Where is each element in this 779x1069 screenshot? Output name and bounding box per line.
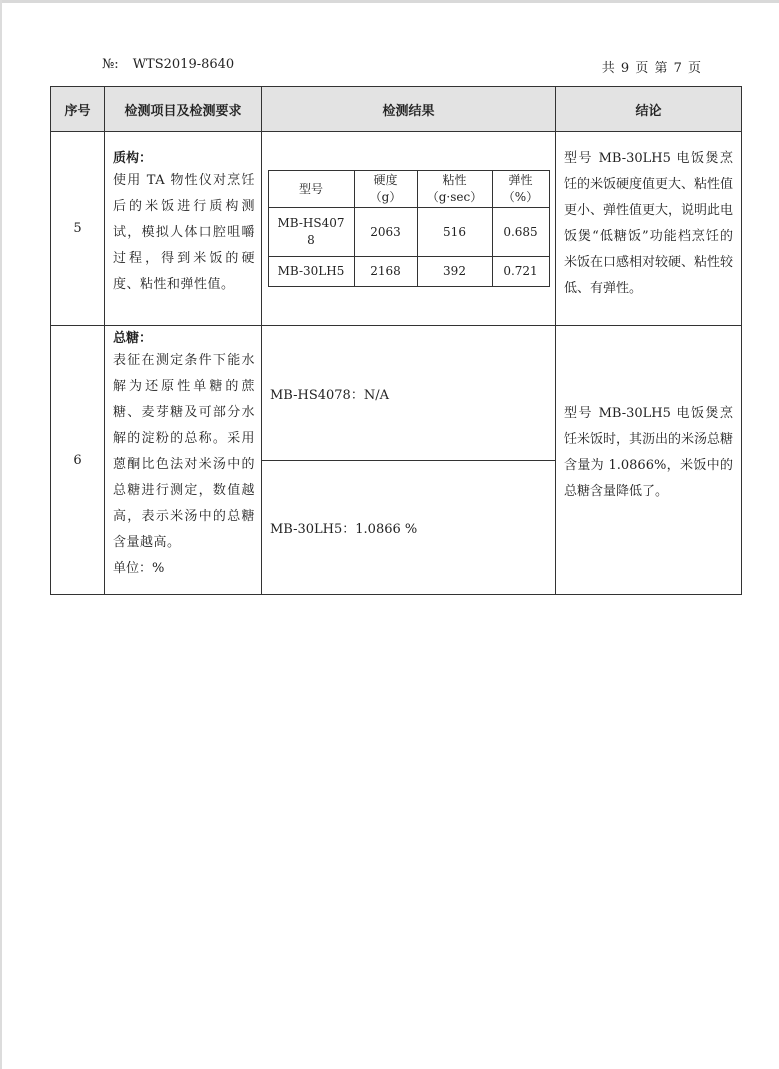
inner-row [268,208,549,257]
page-edge [0,0,779,3]
header-result: 检测结果 [262,87,556,132]
inner-header-viscosity [417,171,492,208]
test-results-table [50,86,742,595]
hardness-value: 2168 [354,257,417,287]
elasticity-unit: （%） [502,190,539,204]
hardness-value: 2063 [354,208,417,257]
viscosity-value: 392 [417,257,492,287]
page-info: 共 9 页 第 7 页 [601,61,701,76]
inner-header-hardness [354,171,417,208]
elasticity-value: 0.685 [492,208,549,257]
test-item [105,326,262,595]
test-result-b: MB-30LH5：1.0866 % [262,461,556,595]
page-edge-left [0,0,2,1069]
inner-header-model: 型号 [268,171,354,208]
row-number: 5 [51,132,105,326]
model-cell [268,208,354,257]
model-line-2: 8 [307,233,315,247]
inner-header-row [268,171,549,208]
header-no: 序号 [51,87,105,132]
test-item-title: 总糖： [113,331,153,346]
elasticity-value: 0.721 [492,257,549,287]
elasticity-label: 弹性 [508,173,533,187]
conclusion: 型号 MB-30LH5 电饭煲烹饪米饭时，其沥出的米汤总糖含量为 1.0866%，米饭中的总糖含量降低了。 [556,326,742,595]
inner-header-elasticity [492,171,549,208]
viscosity-label: 粘性 [442,173,467,187]
test-item-title: 质构： [113,151,153,166]
report-number [102,57,234,72]
test-result [262,132,556,326]
report-number-value: WTS2019-8640 [132,57,235,72]
viscosity-unit: （g·sec） [426,190,483,204]
row-number: 6 [51,326,105,595]
table-row [51,132,742,326]
test-item-description: 使用 TA 物性仪对烹饪后的米饭进行质构测试，模拟人体口腔咀嚼过程，得到米饭的硬度、粘性和弹性值。 [113,173,255,292]
table-row [51,326,742,461]
model-line-1: MB-HS407 [277,216,345,230]
test-item-unit: 单位：% [113,561,165,576]
inner-row [268,257,549,287]
table-header-row [51,87,742,132]
conclusion: 型号 MB-30LH5 电饭煲烹饪的米饭硬度值更大、粘性值更小、弹性值更大，说明此电饭煲“低糖饭”功能档烹饪的米饭在口感相对较硬、粘性较低、有弹性。 [556,132,742,326]
report-number-label: №: [102,57,119,72]
viscosity-value: 516 [417,208,492,257]
hardness-unit: （g） [369,190,402,204]
test-result-a: MB-HS4078：N/A [262,326,556,461]
texture-results-table [268,170,550,287]
model-cell: MB-30LH5 [268,257,354,287]
test-item-description: 表征在测定条件下能水解为还原性单糖的蔗糖、麦芽糖及可部分水解的淀粉的总称。采用蒽酮比色法对米汤中的总糖进行测定，数值越高，表示米汤中的总糖含量越高。 [113,353,255,550]
header-conclusion: 结论 [556,87,742,132]
header-item: 检测项目及检测要求 [105,87,262,132]
hardness-label: 硬度 [373,173,398,187]
test-item [105,132,262,326]
